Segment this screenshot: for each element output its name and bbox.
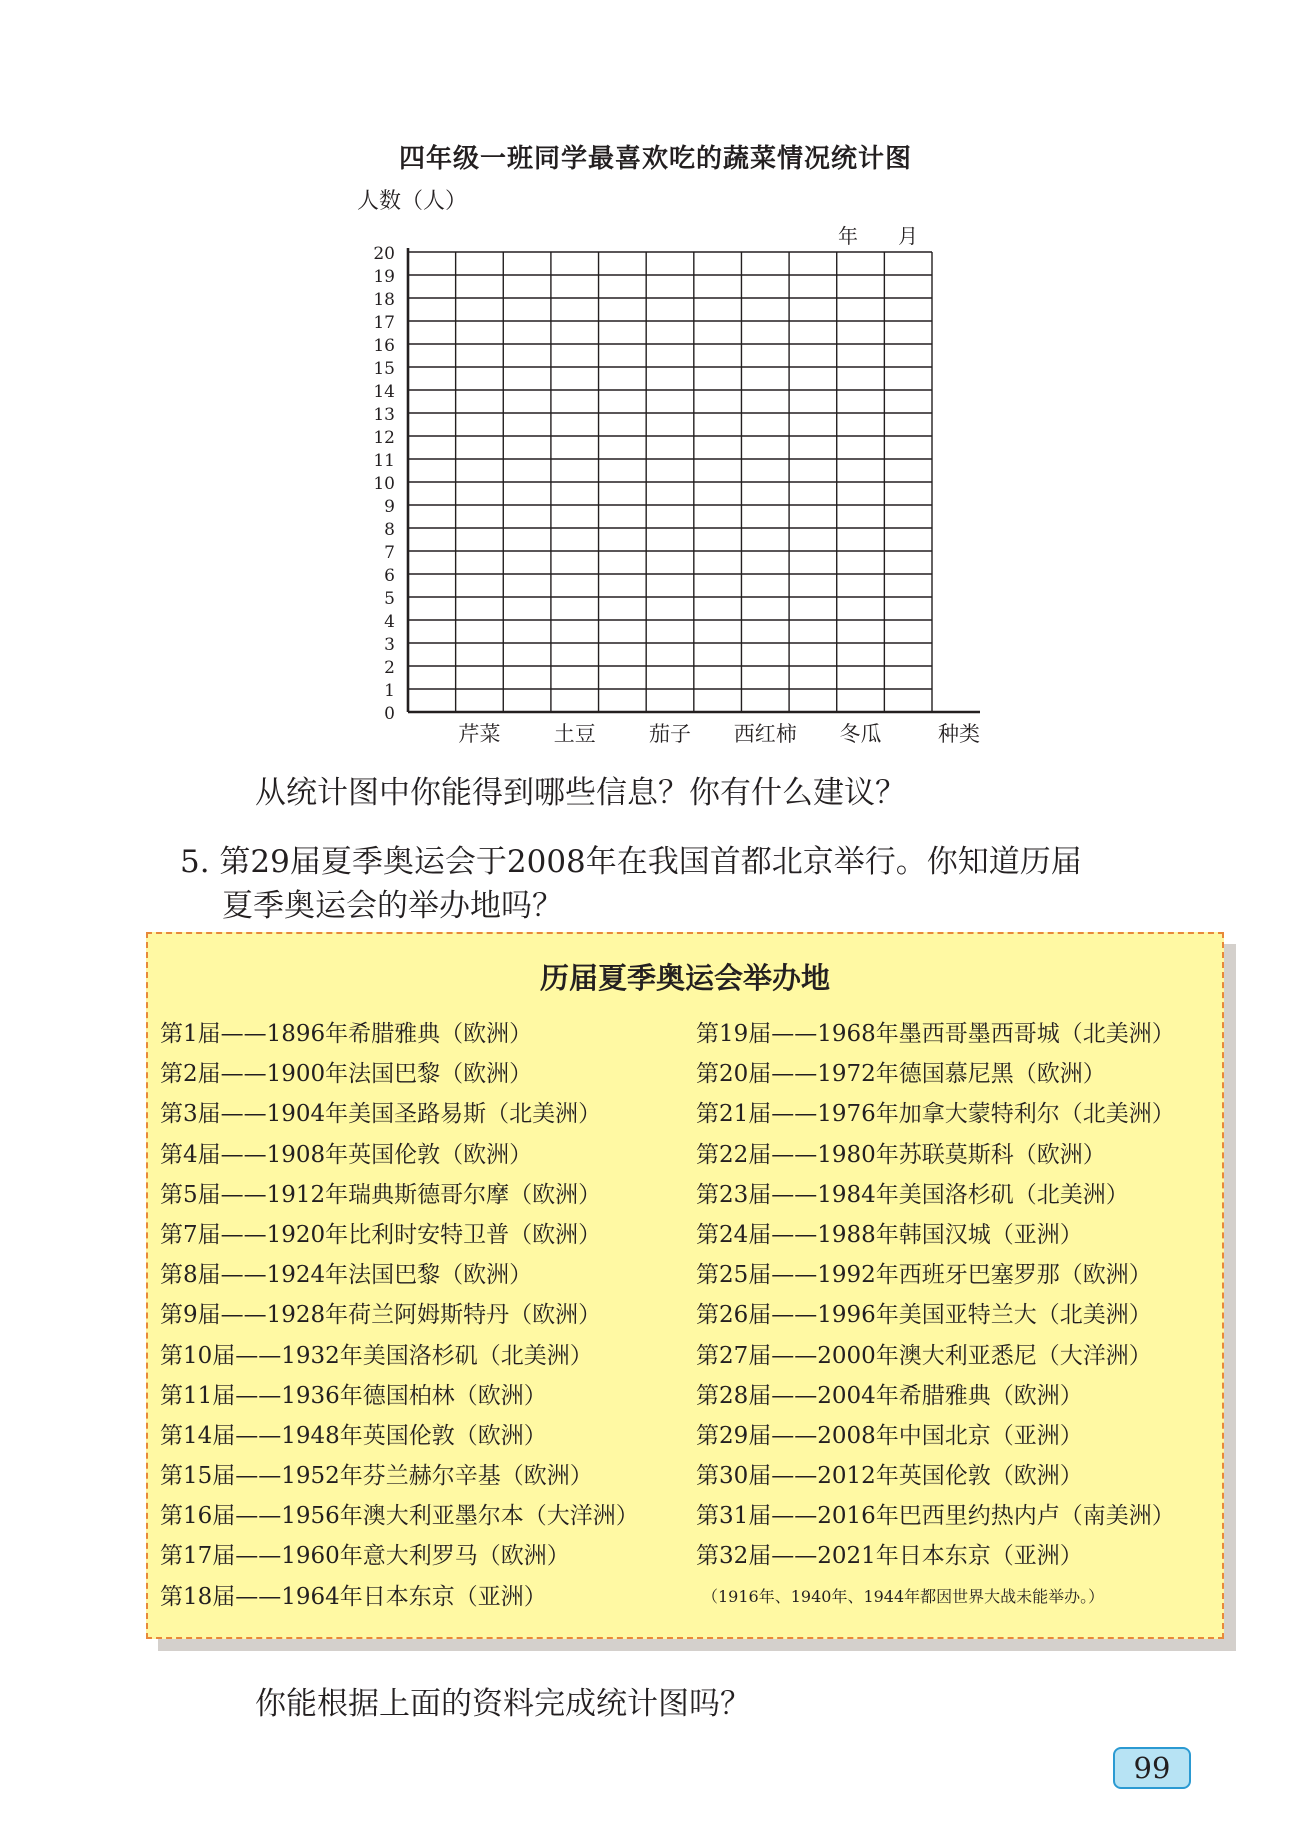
list-item: 第17届——1960年意大利罗马（欧洲）: [160, 1543, 570, 1570]
list-item: 第22届——1980年苏联莫斯科（欧洲）: [696, 1141, 1106, 1168]
list-item: 第27届——2000年澳大利亚悉尼（大洋洲）: [696, 1342, 1152, 1369]
x-tick-label: 土豆: [553, 722, 596, 746]
y-tick-label: 12: [373, 428, 395, 448]
y-tick-label: 3: [384, 635, 395, 655]
list-item: 第25届——1992年西班牙巴塞罗那（欧洲）: [696, 1262, 1152, 1289]
y-tick-label: 2: [384, 658, 395, 678]
list-item: 第20届——1972年德国慕尼黑（欧洲）: [696, 1061, 1106, 1088]
list-item: 第31届——2016年巴西里约热内卢（南美洲）: [696, 1503, 1175, 1530]
cancelled-games-note: （1916年、1940年、1944年都因世界大战未能举办。）: [702, 1586, 1105, 1606]
chart-title: 四年级一班同学最喜欢吃的蔬菜情况统计图: [398, 144, 912, 174]
y-tick-label: 5: [384, 589, 395, 609]
list-item: 第4届——1908年英国伦敦（欧洲）: [160, 1141, 533, 1168]
question-5-line2: 夏季奥运会的举办地吗？: [222, 888, 563, 924]
y-axis-label: 人数（人）: [357, 189, 468, 214]
question-complete-chart: 你能根据上面的资料完成统计图吗？: [255, 1686, 751, 1722]
list-item: 第29届——2008年中国北京（亚洲）: [696, 1422, 1083, 1449]
date-label: 年 月: [838, 224, 918, 248]
y-tick-label: 13: [373, 405, 395, 425]
bar-chart-grid: [0, 0, 1311, 760]
olympic-hosts-box: [146, 932, 1224, 1639]
question-chart-info: 从统计图中你能得到哪些信息？你有什么建议？: [255, 775, 906, 811]
list-item: 第15届——1952年芬兰赫尔辛基（欧洲）: [160, 1463, 593, 1490]
y-tick-label: 6: [384, 566, 395, 586]
x-tick-label: 芹菜: [458, 722, 501, 746]
x-tick-label: 茄子: [649, 722, 691, 746]
list-item: 第2届——1900年法国巴黎（欧洲）: [160, 1061, 533, 1088]
question-5-line1: 5. 第29届夏季奥运会于2008年在我国首都北京举行。你知道历届: [180, 844, 1082, 880]
list-item: 第5届——1912年瑞典斯德哥尔摩（欧洲）: [160, 1181, 602, 1208]
list-item: 第9届——1928年荷兰阿姆斯特丹（欧洲）: [160, 1302, 602, 1329]
x-axis-label: 种类: [938, 722, 980, 746]
list-item: 第1届——1896年希腊雅典（欧洲）: [160, 1021, 533, 1047]
y-tick-label: 10: [373, 474, 395, 494]
list-item: 第18届——1964年日本东京（亚洲）: [160, 1583, 547, 1610]
list-item: 第11届——1936年德国柏林（欧洲）: [160, 1382, 547, 1409]
page-number-badge: 99: [1113, 1747, 1191, 1789]
list-item: 第16届——1956年澳大利亚墨尔本（大洋洲）: [160, 1503, 639, 1530]
y-tick-label: 7: [384, 543, 395, 563]
olympic-list-right: [696, 1014, 1175, 1617]
y-tick-label: 8: [384, 520, 395, 540]
y-tick-label: 11: [373, 451, 395, 471]
y-tick-label: 15: [373, 359, 395, 379]
y-tick-label: 9: [384, 497, 395, 517]
list-item: 第28届——2004年希腊雅典（欧洲）: [696, 1382, 1083, 1409]
y-tick-label: 20: [373, 244, 395, 264]
list-item: 第30届——2012年英国伦敦（欧洲）: [696, 1463, 1083, 1490]
x-tick-label: 西红柿: [733, 722, 797, 746]
list-item: 第8届——1924年法国巴黎（欧洲）: [160, 1262, 533, 1289]
list-item: 第7届——1920年比利时安特卫普（欧洲）: [160, 1221, 602, 1248]
y-tick-label: 0: [384, 704, 395, 724]
y-tick-label: 19: [373, 267, 395, 287]
y-tick-label: 17: [373, 313, 395, 333]
list-item: 第23届——1984年美国洛杉矶（北美洲）: [696, 1181, 1129, 1208]
x-tick-label: 冬瓜: [839, 722, 882, 746]
y-tick-label: 4: [384, 612, 395, 632]
y-tick-label: 14: [373, 382, 395, 402]
y-tick-label: 16: [373, 336, 395, 356]
list-item: 第3届——1904年美国圣路易斯（北美洲）: [160, 1101, 602, 1128]
list-item: 第32届——2021年日本东京（亚洲）: [696, 1543, 1083, 1570]
list-item: 第21届——1976年加拿大蒙特利尔（北美洲）: [696, 1101, 1175, 1128]
list-item: 第19届——1968年墨西哥墨西哥城（北美洲）: [696, 1021, 1175, 1047]
y-tick-label: 1: [384, 681, 395, 701]
list-item: 第26届——1996年美国亚特兰大（北美洲）: [696, 1302, 1152, 1329]
olympic-list-left: [160, 1014, 639, 1617]
olympic-box-title: 历届夏季奥运会举办地: [539, 961, 830, 995]
list-item: 第10届——1932年美国洛杉矶（北美洲）: [160, 1342, 593, 1369]
list-item: 第24届——1988年韩国汉城（亚洲）: [696, 1221, 1083, 1248]
list-item: 第14届——1948年英国伦敦（欧洲）: [160, 1422, 547, 1449]
y-tick-label: 18: [373, 290, 395, 310]
